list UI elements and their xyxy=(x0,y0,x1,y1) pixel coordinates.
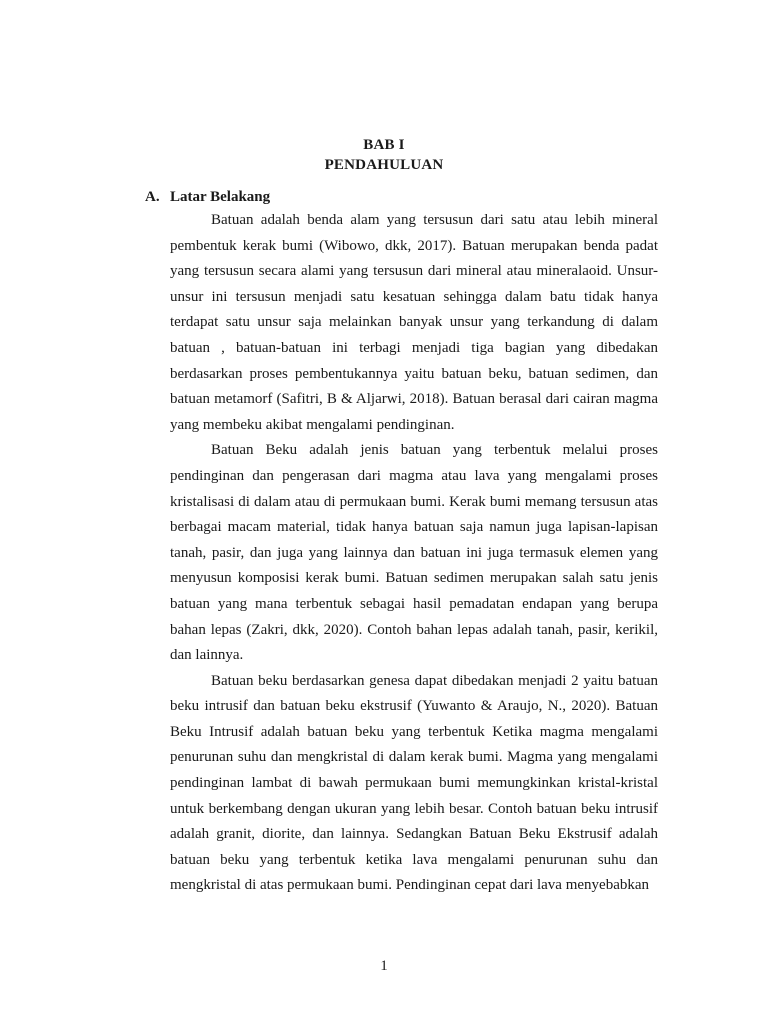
body-text xyxy=(170,208,658,899)
section-heading xyxy=(145,188,270,206)
page-number: 1 xyxy=(380,958,388,974)
chapter-title: PENDAHULUAN xyxy=(324,157,444,173)
section-title: Latar Belakang xyxy=(170,189,271,205)
paragraph-2: Batuan Beku adalah jenis batuan yang terbentuk melalui proses pendinginan dan pengerasan dari magma atau lava yang mengalami proses kristalisasi di dalam atau di permukaan bumi. Kerak bumi memang tersusun atas berbagai macam material, tidak hanya batuan saja namun juga lapisan-lapisan tanah, pasir, dan juga yang lainnya dan batuan ini juga termasuk elemen yang menyusun komposisi kerak bumi. Batuan sedimen merupakan salah satu jenis batuan yang mana terbentuk sebagai hasil pemadatan endapan yang berupa bahan lepas (Zakri, dkk, 2020). Contoh bahan lepas adalah tanah, pasir, kerikil, dan lainnya. xyxy=(170,442,658,664)
chapter-label: BAB I xyxy=(363,137,405,153)
paragraph-1: Batuan adalah benda alam yang tersusun dari satu atau lebih mineral pembentuk kerak bumi (Wibowo, dkk, 2017). Batuan merupakan benda padat yang tersusun secara alami yang tersusun dari mineral atau mineralaoid. Unsur-unsur ini tersusun menjadi satu kesatuan sehingga dalam batu tidak hanya terdapat satu unsur saja melainkan banyak unsur yang terkandung di dalam batuan , batuan-batuan ini terbagi menjadi tiga bagian yang dibedakan berdasarkan proses pembentukannya yaitu batuan beku, batuan sedimen, dan batuan metamorf (Safitri, B & Aljarwi, 2018). Batuan berasal dari cairan magma yang membeku akibat mengalami pendinginan. xyxy=(170,212,658,433)
paragraph-3: Batuan beku berdasarkan genesa dapat dibedakan menjadi 2 yaitu batuan beku intrusif dan batuan beku ekstrusif (Yuwanto & Araujo, N., 2020). Batuan Beku Intrusif adalah batuan beku yang terbentuk Ketika magma mengalami penurunan suhu dan mengkristal di dalam kerak bumi. Magma yang mengalami pendinginan lambat di bawah permukaan bumi memungkinkan kristal-kristal untuk berkembang dengan ukuran yang lebih besar. Contoh batuan beku intrusif adalah granit, diorite, dan lainnya. Sedangkan Batuan Beku Ekstrusif adalah batuan beku yang terbentuk ketika lava mengalami penurunan suhu dan mengkristal di atas permukaan bumi. Pendinginan cepat dari lava menyebabkan xyxy=(170,672,658,894)
section-marker: A. xyxy=(145,189,160,205)
